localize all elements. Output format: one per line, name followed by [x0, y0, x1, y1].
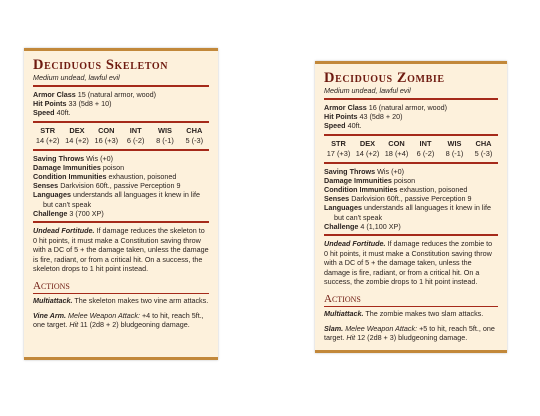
creature-type: Medium undead, lawful evil [33, 73, 120, 82]
creature-name: Deciduous Skeleton [33, 57, 169, 73]
speed: Speed 40ft. [33, 108, 71, 118]
divider [33, 121, 209, 123]
creature-name: Deciduous Zombie [324, 70, 445, 86]
divider [324, 98, 498, 100]
ability-con: CON 18 (+4) [384, 138, 409, 158]
ability-cha: CHA 5 (-3) [474, 138, 493, 158]
divider [324, 134, 498, 136]
languages: Languages understands all languages it knew in life [324, 203, 492, 213]
creature-type: Medium undead, lawful evil [324, 86, 411, 95]
divider [324, 162, 498, 164]
trait-undead-fortitude: Undead Fortitude. If damage reduces the zombie to 0 hit points, it must make a Constitution saving throw with a DC of 5 + the damage taken, unless the damage is fire, radiant, or from a critical hit. On a success, the zombie drops to 1 hit point instead. [324, 239, 493, 287]
senses: Senses Darkvision 60ft., passive Perception 9 [33, 181, 181, 191]
divider [33, 149, 209, 151]
ability-str: STR 17 (+3) [326, 138, 351, 158]
challenge: Challenge 3 (700 XP) [33, 208, 104, 218]
ability-int: INT 6 (-2) [416, 138, 435, 158]
condition-immunities: Condition Immunities exhaustion, poisoned [324, 185, 468, 195]
saving-throws: Saving Throws Wis (+0) [324, 166, 405, 176]
senses: Senses Darkvision 60ft., passive Perception 9 [324, 194, 472, 204]
damage-immunities: Damage Immunities poison [324, 175, 416, 185]
ability-int: INT 6 (-2) [126, 125, 145, 145]
languages-cont: but can't speak [43, 199, 92, 209]
languages: Languages understands all languages it knew in life [33, 190, 201, 200]
speed: Speed 40ft. [324, 121, 362, 131]
action-multiattack: Multiattack. The skeleton makes two vine arm attacks. [33, 296, 209, 305]
ability-cha: CHA 5 (-3) [185, 125, 204, 145]
divider [33, 221, 209, 223]
action-multiattack: Multiattack. The zombie makes two slam attacks. [324, 309, 484, 318]
ability-dex: DEX 14 (+2) [355, 138, 380, 158]
trait-undead-fortitude: Undead Fortitude. If damage reduces the skeleton to 0 hit points, it must make a Constitution saving throw with a DC of 5 + the damage taken, unless the damage is fire, radiant, or from a critical hit. On a success, the skeleton drops to 1 hit point instead. [33, 226, 209, 274]
ability-con: CON 16 (+3) [94, 125, 119, 145]
ability-dex: DEX 14 (+2) [65, 125, 89, 145]
ability-scores [33, 126, 209, 146]
ability-wis: WIS 8 (-1) [156, 125, 174, 145]
ability-wis: WIS 8 (-1) [445, 138, 464, 158]
armor-class: Armor Class 15 (natural armor, wood) [33, 90, 157, 99]
stat-block-zombie [315, 61, 507, 353]
stat-block-skeleton [24, 48, 218, 360]
saving-throws: Saving Throws Wis (+0) [33, 153, 114, 163]
languages-cont: but can't speak [334, 212, 383, 222]
divider [324, 234, 498, 236]
actions-heading: Actions [33, 280, 209, 294]
challenge: Challenge 4 (1,100 XP) [324, 221, 401, 231]
ability-str: STR 14 (+2) [35, 125, 60, 145]
actions-heading: Actions [324, 293, 498, 307]
damage-immunities: Damage Immunities poison [33, 162, 125, 172]
hit-points: Hit Points 43 (5d8 + 20) [324, 112, 403, 122]
action-attack: Vine Arm. Melee Weapon Attack: +4 to hit, reach 5ft., one target. Hit 11 (2d8 + 2) bludgeoning damage. [33, 310, 204, 330]
divider [33, 85, 209, 87]
condition-immunities: Condition Immunities exhaustion, poisoned [33, 172, 177, 182]
armor-class: Armor Class 16 (natural armor, wood) [324, 103, 448, 112]
ability-scores [324, 139, 498, 159]
hit-points: Hit Points 33 (5d8 + 10) [33, 99, 112, 109]
action-attack: Slam. Melee Weapon Attack: +5 to hit, reach 5ft., one target. Hit 12 (2d8 + 3) bludgeoning damage. [324, 323, 495, 343]
